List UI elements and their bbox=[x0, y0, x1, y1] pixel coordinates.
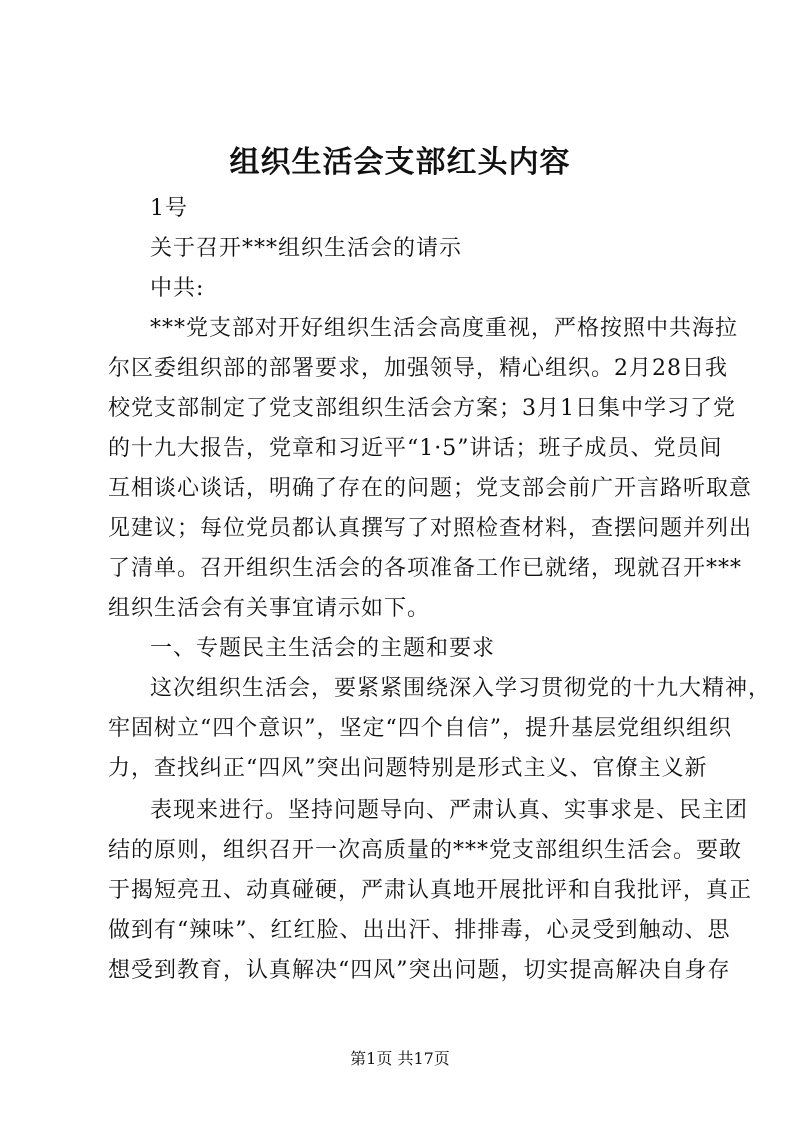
paragraph-line: 于揭短亮丑、动真碰硬，严肃认真地开展批评和自我批评，真正 bbox=[108, 878, 753, 903]
paragraph-line: 组织生活会有关事宜请示如下。 bbox=[108, 596, 431, 621]
doc-number: 1号 bbox=[150, 196, 188, 221]
paragraph-line: 表现来进行。坚持问题导向、严肃认真、实事求是、民主团 bbox=[150, 798, 749, 823]
paragraph-line: 做到有“辣味”、红红脸、出出汗、排排毒，心灵受到触动、思 bbox=[108, 918, 731, 943]
paragraph-line: 结的原则，组织召开一次高质量的***党支部组织生活会。要敢 bbox=[108, 838, 743, 863]
document-title: 组织生活会支部红头内容 bbox=[229, 145, 571, 180]
paragraph-line: 这次组织生活会，要紧紧围绕深入学习贯彻党的十九大精神， bbox=[150, 676, 772, 701]
paragraph-line: 想受到教育，认真解决“四风”突出问题，切实提高解决自身存 bbox=[108, 958, 731, 983]
paragraph-line: 力，查找纠正“四风”突出问题特别是形式主义、官僚主义新 bbox=[108, 756, 708, 781]
paragraph-line: 尔区委组织部的部署要求，加强领导，精心组织。2月28日我 bbox=[108, 356, 728, 381]
request-subject: 关于召开***组织生活会的请示 bbox=[150, 236, 463, 261]
paragraph-line: 牢固树立“四个意识”，坚定“四个自信”，提升基层党组织组织 bbox=[108, 716, 732, 741]
paragraph-line: ***党支部对开好组织生活会高度重视，严格按照中共海拉 bbox=[150, 316, 739, 341]
paragraph-line: 的十九大报告，党章和习近平“1·5”讲话；班子成员、党员间 bbox=[108, 436, 723, 461]
section-heading: 一、专题民主生活会的主题和要求 bbox=[150, 636, 496, 661]
page-number-footer: 第1页 共17页 bbox=[350, 1049, 450, 1068]
paragraph-line: 了清单。召开组织生活会的各项准备工作已就绪，现就召开*** bbox=[108, 556, 743, 581]
paragraph-line: 校党支部制定了党支部组织生活会方案；3月1日集中学习了党 bbox=[108, 396, 736, 421]
paragraph-line: 互相谈心谈话，明确了存在的问题；党支部会前广开言路听取意 bbox=[108, 476, 753, 501]
recipient-line: 中共: bbox=[150, 276, 205, 301]
paragraph-line: 见建议；每位党员都认真撰写了对照检查材料，查摆问题并列出 bbox=[108, 516, 753, 541]
